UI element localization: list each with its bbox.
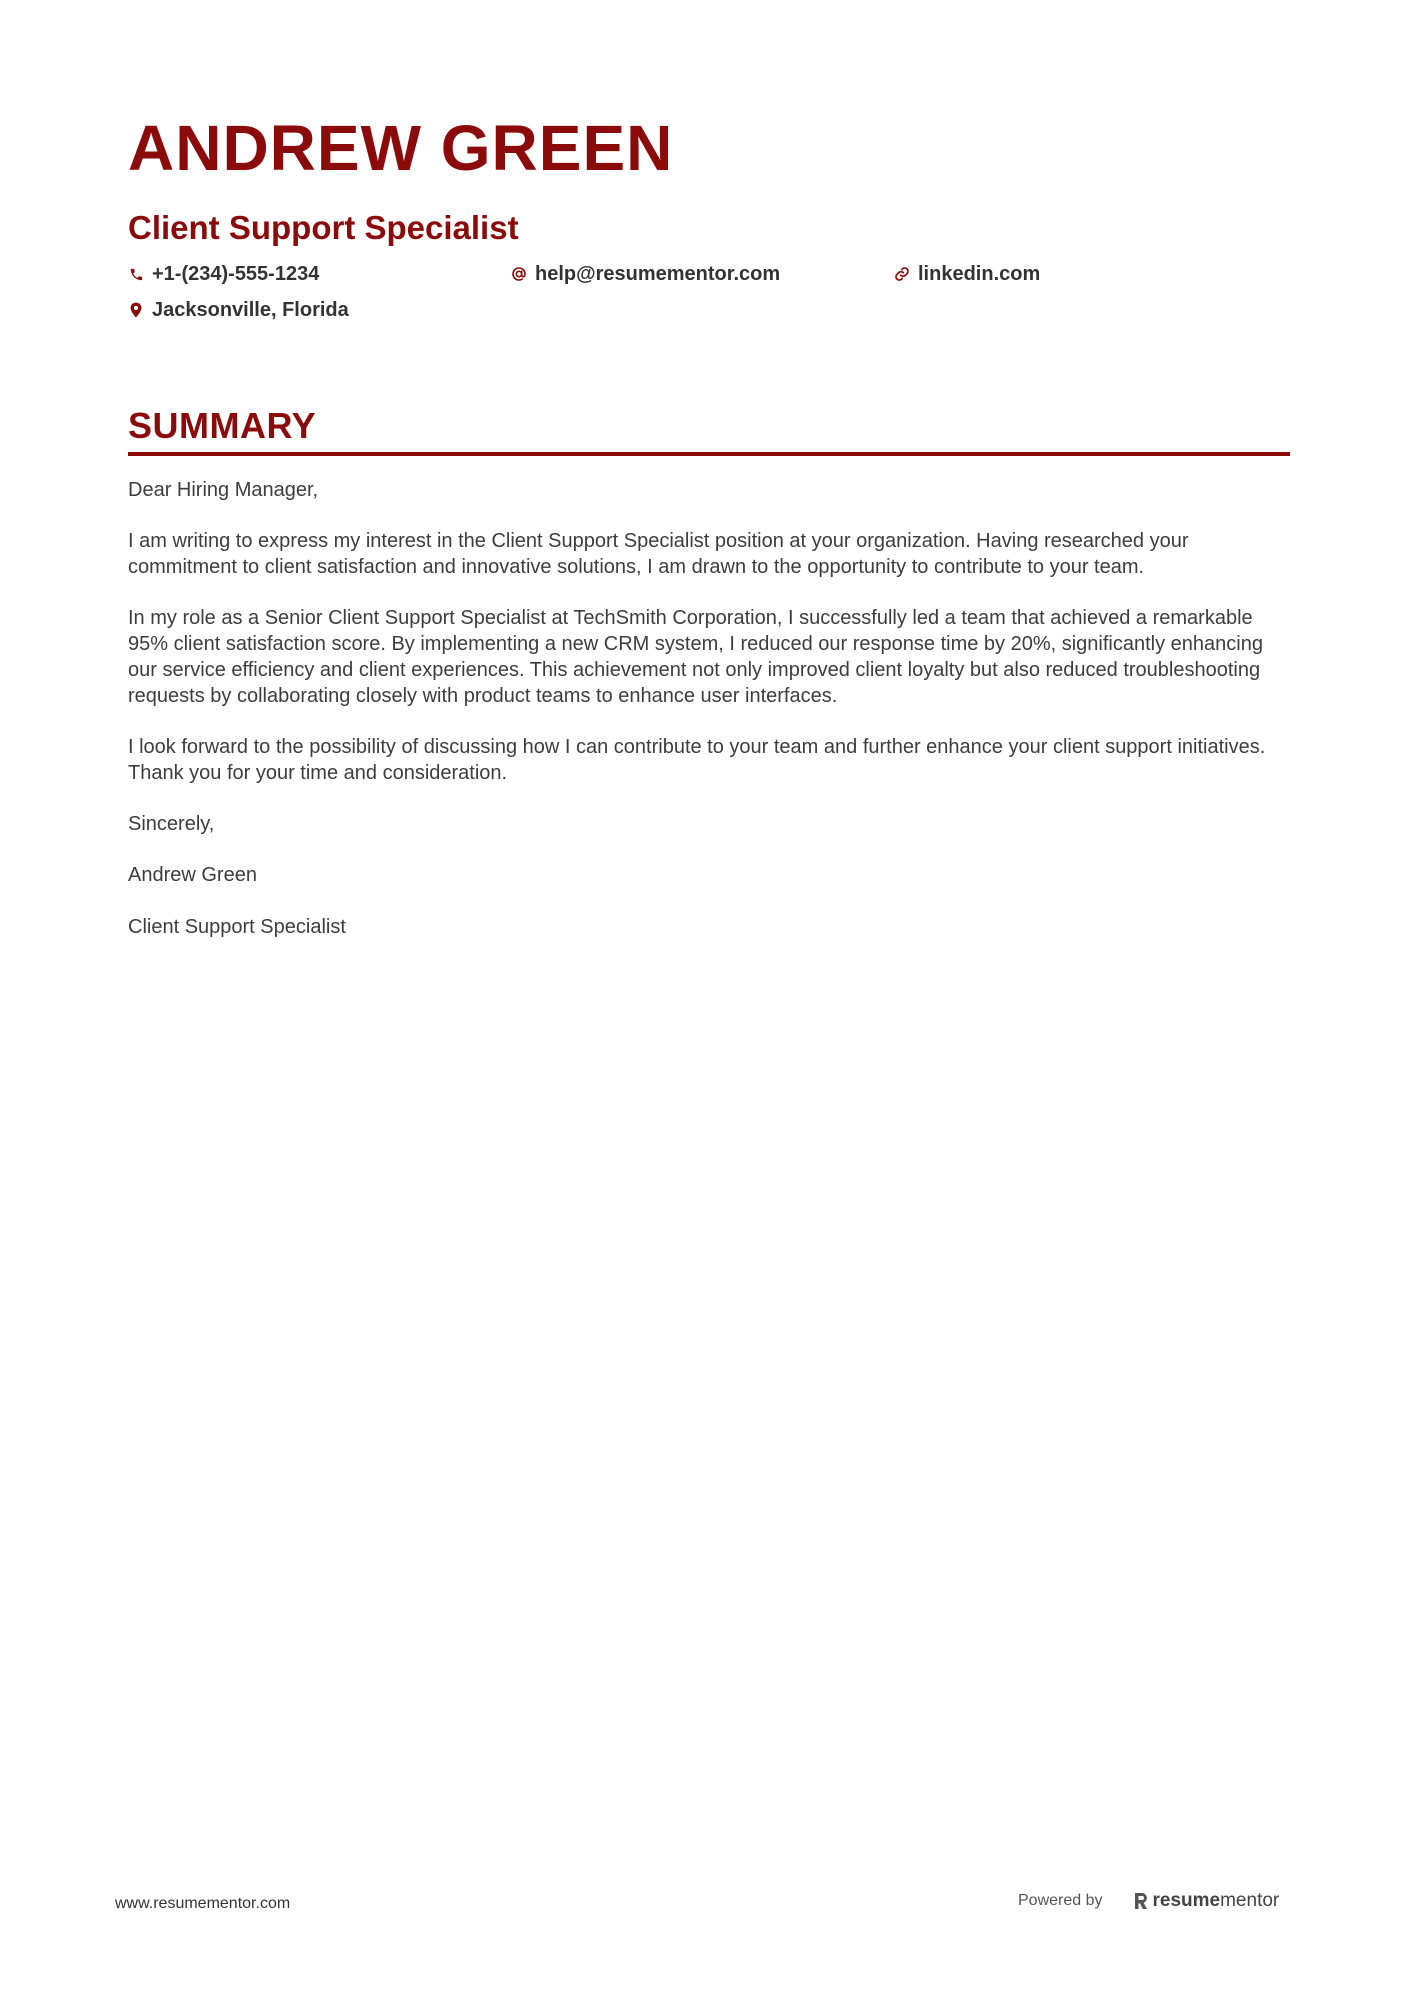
candidate-name: ANDREW GREEN [128, 112, 674, 184]
phone-icon [128, 266, 144, 282]
map-pin-icon [128, 302, 144, 318]
contact-info [128, 260, 1290, 324]
footer-branding [1018, 1890, 1279, 1912]
candidate-title: Client Support Specialist [128, 209, 519, 246]
signature-title: Client Support Specialist [128, 915, 346, 938]
link-icon [894, 266, 910, 282]
resumementor-logo-icon [1133, 1891, 1149, 1911]
letter-paragraph: I am writing to express my interest in the Client Support Specialist position at your organization. Having researched your commitment to client satisfaction and innovative solutions, I am drawn to the opportunity to contribute to your team. [128, 530, 1189, 579]
linkedin-text: linkedin.com [918, 263, 1041, 285]
contact-email[interactable] [511, 260, 894, 288]
phone-text: +1-(234)-555-1234 [152, 263, 320, 285]
email-text: help@resumementor.com [535, 263, 781, 285]
contact-location [128, 296, 511, 324]
powered-by-label: Powered by [1018, 1892, 1103, 1909]
contact-phone[interactable] [128, 260, 511, 288]
summary-heading: SUMMARY [128, 405, 317, 446]
brand-name-regular: mentor [1220, 1890, 1280, 1911]
closing: Sincerely, [128, 813, 215, 836]
letter-paragraph: I look forward to the possibility of discussing how I can contribute to your team and further enhance your client support initiatives. Thank you for your time and consideration. [128, 735, 1266, 784]
resume-page [128, 108, 1290, 966]
brand-name-bold: resume [1152, 1890, 1221, 1911]
salutation: Dear Hiring Manager, [128, 479, 319, 501]
at-icon [511, 266, 527, 282]
location-text: Jacksonville, Florida [152, 299, 349, 321]
section-divider [128, 452, 1290, 456]
brand-logo[interactable] [1133, 1890, 1280, 1912]
contact-linkedin[interactable] [894, 260, 1277, 288]
cover-letter-body [128, 478, 1290, 941]
signature-name: Andrew Green [128, 864, 257, 887]
footer-website-link[interactable]: www.resumementor.com [115, 1895, 291, 1912]
letter-paragraph: In my role as a Senior Client Support Specialist at TechSmith Corporation, I successfully led a team that achieved a remarkable 95% client satisfaction score. By implementing a new CRM system, I reduced our response time by 20%, significantly enhancing our service efficiency and client experiences. This achievement not only improved client loyalty but also reduced troubleshooting requests by collaborating closely with product teams to enhance user interfaces. [128, 607, 1263, 707]
